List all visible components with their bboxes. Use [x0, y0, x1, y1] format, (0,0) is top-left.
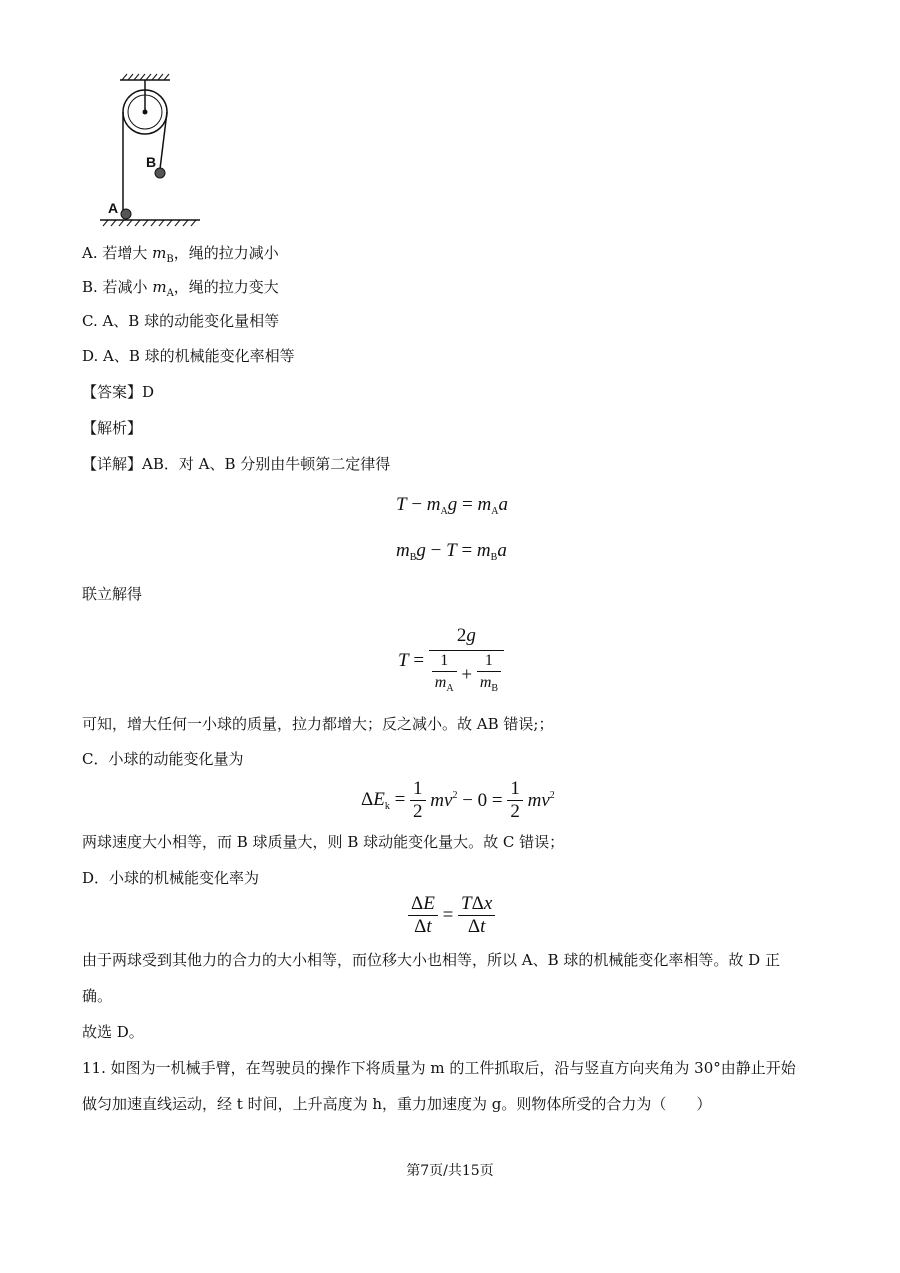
equation-2: $m_Bg - T = m_Ba$	[396, 540, 507, 563]
ball-b	[155, 168, 165, 178]
final-choice: 故选 D。	[82, 1023, 144, 1041]
equation-1: $T - m_Ag = m_Aa$	[396, 494, 508, 517]
detail-intro: 【详解】AB．对 A、B 分别由牛顿第二定律得	[82, 455, 391, 473]
d-intro: D．小球的机械能变化率为	[82, 869, 260, 887]
conclusion-ab: 可知，增大任何一小球的质量，拉力都增大；反之减小。故 AB 错误;；	[82, 715, 554, 733]
combine-text: 联立解得	[82, 585, 143, 603]
option-c: C. A、B 球的动能变化量相等	[82, 312, 280, 330]
equation-mechanical-rate: $\frac{\Delta E}{\Delta t}$ = $\frac{\text{TΔx}}{\Delta t}$	[408, 893, 495, 938]
analysis-heading: 【解析】	[82, 419, 143, 437]
equation-tension: T = 2g $\frac{1}{m_A}$ + $\frac{1}{m_B}$	[398, 622, 504, 700]
question-11-line-2: 做匀加速直线运动，经 t 时间，上升高度为 h，重力加速度为 g。则物体所受的合力为（ ）	[82, 1095, 712, 1113]
equation-kinetic: $\Delta E_k$ = $\frac{1}{2}$ $mv^2 - 0$ = $\frac{1}{2}$ $mv^2$	[361, 778, 555, 822]
pulley-diagram	[95, 70, 225, 230]
option-d: D. A、B 球的机械能变化率相等	[82, 347, 295, 365]
d-conclusion-1: 由于两球受到其他力的合力的大小相等，而位移大小也相等，所以 A、B 球的机械能变化率相等。故 D 正	[82, 951, 780, 969]
label-a: A	[108, 200, 119, 216]
page-footer: 第7页/共15页	[406, 1163, 494, 1179]
d-conclusion-2: 确。	[82, 987, 113, 1005]
c-intro: C．小球的动能变化量为	[82, 750, 244, 768]
c-conclusion: 两球速度大小相等，而 B 球质量大，则 B 球动能变化量大。故 C 错误；	[82, 833, 565, 851]
label-b: B	[146, 154, 157, 170]
option-a: A. 若增大 $m_B$，绳的拉力减小	[82, 244, 279, 265]
answer: 【答案】D	[82, 383, 155, 401]
ball-a	[121, 209, 131, 219]
question-11-line-1: 11. 如图为一机械手臂，在驾驶员的操作下将质量为 m 的工件抓取后，沿与竖直方向夹角为 30°由静止开始	[82, 1059, 796, 1077]
option-b: B. 若减小 $m_A$，绳的拉力变大	[82, 278, 279, 299]
